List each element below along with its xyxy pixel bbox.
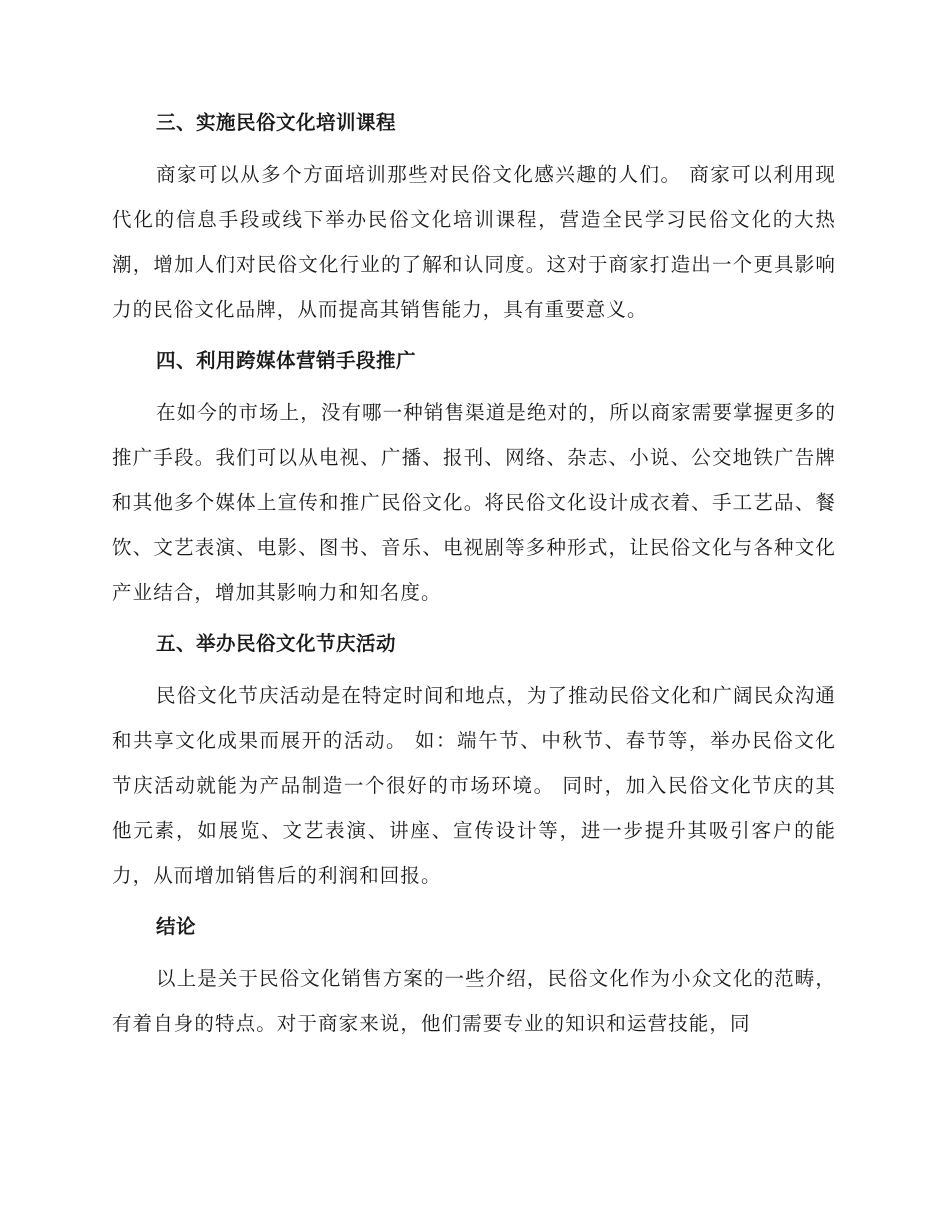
section-heading-cross-media: 四、利用跨媒体营销手段推广 [156,349,417,372]
section-paragraph-conclusion: 以上是关于民俗文化销售方案的一些介绍，民俗文化作为小众文化的范畴，有着自身的特点。对于商家来说，他们需要专业的知识和运营技能，同 [112,967,836,1035]
document-body [112,108,836,1060]
section-heading-training: 三、实施民俗文化培训课程 [156,111,397,134]
section-paragraph-training: 商家可以从多个方面培训那些对民俗文化感兴趣的人们。 商家可以利用现代化的信息手段或线下举办民俗文化培训课程，营造全民学习民俗文化的大热潮，增加人们对民俗文化行业的了解和认同度。这对于商家打造出一个更具影响力的民俗文化品牌，从而提高其销售能力，具有重要意义。 [112,163,836,321]
section-heading-conclusion: 结论 [156,915,197,938]
section-paragraph-festivals: 民俗文化节庆活动是在特定时间和地点，为了推动民俗文化和广阔民众沟通和共享文化成果而展开的活动。 如：端午节、中秋节、春节等，举办民俗文化节庆活动就能为产品制造一个很好的市场环境。 同时，加入民俗文化节庆的其他元素，如展览、文艺表演、讲座、宣传设计等，进一步提升其吸引客户的能力，从而增加销售后的利润和回报。 [112,684,836,887]
section-paragraph-cross-media: 在如今的市场上，没有哪一种销售渠道是绝对的，所以商家需要掌握更多的推广手段。我们可以从电视、广播、报刊、网络、杂志、小说、公交地铁广告牌和其他多个媒体上宣传和推广民俗文化。将民俗文化设计成衣着、手工艺品、餐饮、文艺表演、电影、图书、音乐、电视剧等多种形式，让民俗文化与各种文化产业结合，增加其影响力和知名度。 [112,401,836,604]
section-heading-festivals: 五、举办民俗文化节庆活动 [156,632,397,655]
